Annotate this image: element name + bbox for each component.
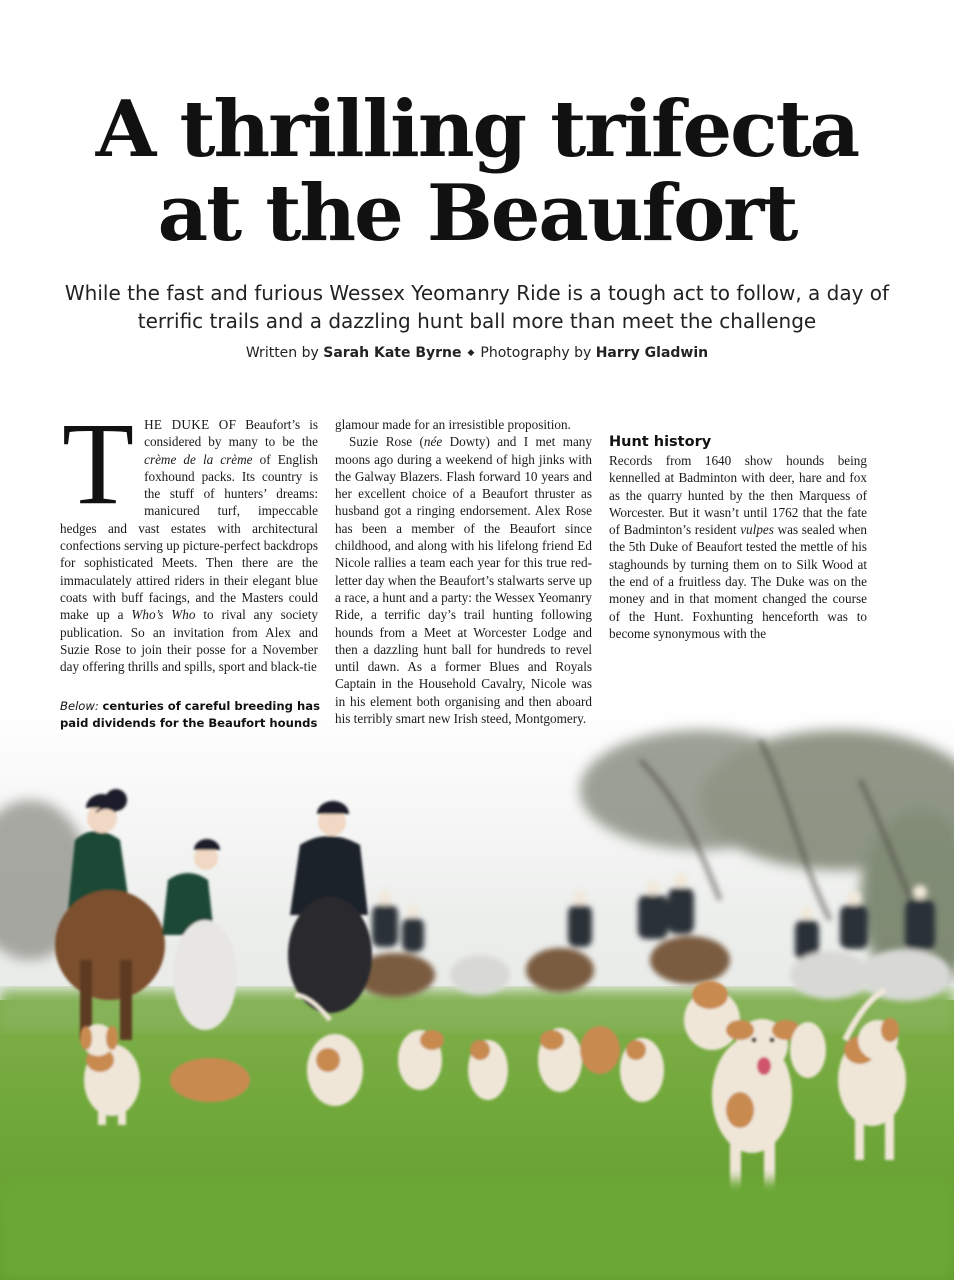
body-column-1 [60,398,318,675]
article-title [0,84,954,259]
body-column-2 [335,416,592,727]
caption-lead: Below: [60,699,99,713]
body-paragraph-1-col1-end: to rival any society publication. So an invitation from Alex and Suzie Rose to join their posse for a November day offering thrills and spills, sport and black-tie [60,607,318,675]
diamond-separator-icon: ◆ [467,348,475,358]
photo-caption [60,698,322,732]
byline-author: Sarah Kate Byrne [323,345,462,361]
subhead-hunt-history: Hunt history [609,434,712,450]
body-paragraph-2-col2: Dowty) and I met many moons ago during a weekend of high jinks with the Galway Blazers. Flash forward 10 years and her excellent choice of a Beaufort thruster as husband got a ringing endorsement. Alex Rose has been a member of the Beaufort since childhood, and along with his lifelong friend Ed Nicole rallies a team each year for this true red-letter day when the Beaufort’s stalwarts serve up a race, a hunt and a party: the Wessex Yeomanry Ride, a terrific day’s trail hunting following hounds from a Meet at Worcester Lodge and then a dazzling hunt ball for hundreds to revel until dawn. As a former Blues and Royals Captain in the Household Cavalry, Nicole was in his element both organising and then aboard his terribly smart new Irish steed, Montgomery. [335,434,592,727]
drop-cap: T [62,398,135,529]
body-paragraph-1-continued: glamour made for an irresistible proposition. [335,417,571,432]
body-paragraph-1-part-1: THE DUKE OF Beaufort’s is considered by many to be the crème de la crème of English foxhound packs. Its country is the stuff of hunters’ dreams: manicured turf, impeccable hedges and vast estates with architectural confections serving up picture-perfect backdrops for sophisticated Meets. Then there are the immaculately attired riders in their elegant blue coats with buff facings, and the Masters could make up a Who’s Who to rival any society publication. So an invitation from Alex and Suzie Rose to join their posse for a November day offering thrills and spills, sport and black-tie [60,398,318,675]
byline-written-prefix: Written by [245,345,319,361]
standfirst: While the fast and furious Wessex Yeomanry Ride is a tough act to follow, a day of terrific trails and a dazzling hunt ball more than meet the challenge [64,281,890,333]
article-title-line-2: at the Beaufort [157,168,797,259]
article-title-line-1: A thrilling trifecta [95,84,859,175]
body-column-3 [609,416,867,642]
byline-photographer: Harry Gladwin [595,345,709,361]
byline-photo-prefix: Photography by [480,345,592,361]
caption-text: centuries of careful breeding has paid dividends for the Beaufort hounds [60,699,320,730]
body-paragraph-3: Records from 1640 show hounds being kennelled at Badminton with deer, hare and fox as the quarry hunted by the then Marquess of Worcester. But it wasn’t until 1762 that the fate of Badminton’s resident vulpes was sealed when the 5th Duke of Beaufort tested the mettle of his staghounds by turning them on to Silk Wood at the end of a fruitless day. The Duke was on the money and in that moment changed the course of the Hunt. Foxhunting henceforth was to become synonymous with the [609,453,867,641]
body-paragraph-2: Suzie Rose (née Dowty) and I met many moons ago during a weekend of high jinks with the Galway Blazers. Flash forward 10 years and her excellent choice of a Beaufort thruster as husband got a ringing endorsement. Alex Rose has been a member of the Beaufort since childhood, and along with his lifelong friend Ed Nicole rallies a team each year for this true red-letter day when the Beaufort’s stalwarts serve up a race, a hunt and a party: the Wessex Yeomanry Ride, a terrific day’s trail hunting following hounds from a Meet at Worcester Lodge and then a dazzling hunt ball for hundreds to revel until dawn. As a former Blues and Royals Captain in the Household Cavalry, Nicole was in his element both organising and then aboard his terribly smart new Irish steed, Montgomery. [335,434,592,727]
opening-words: HE DUKE OF [144,417,237,432]
byline [0,343,954,363]
